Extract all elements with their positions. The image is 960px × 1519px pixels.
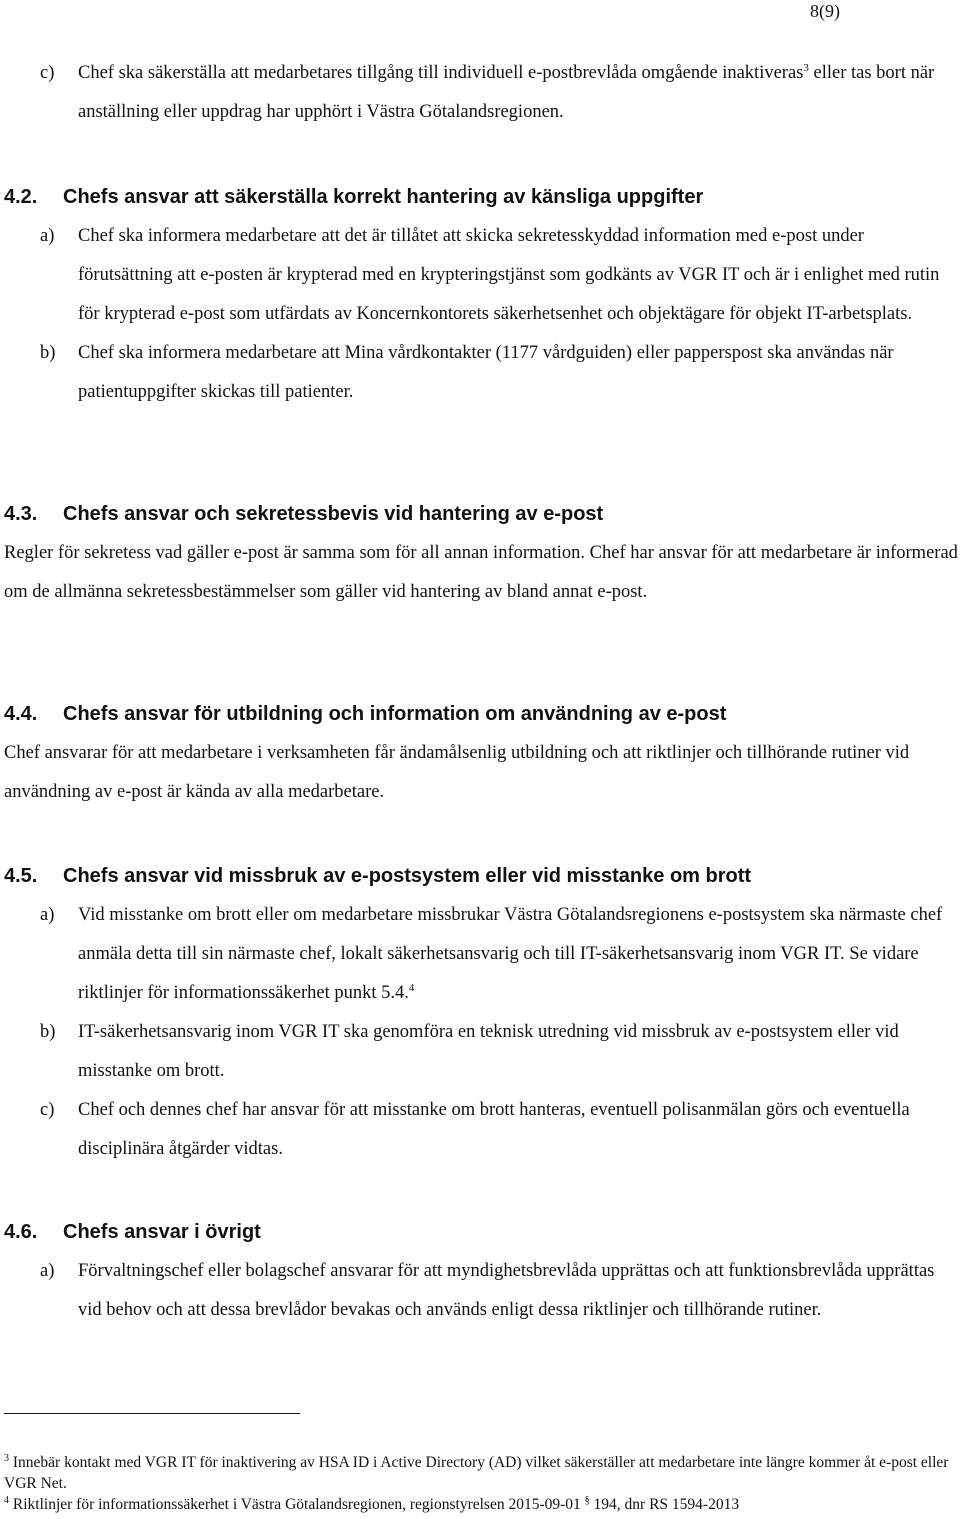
section-title: Chefs ansvar vid missbruk av e-postsystem eller vid misstanke om brott (63, 865, 752, 887)
list-label: a) (40, 1261, 55, 1281)
section-number: 4.6. (4, 1221, 38, 1243)
list-item (4, 1013, 960, 1091)
section-title: Chefs ansvar för utbildning och information om användning av e-post (63, 703, 727, 725)
page-number: 8(9) (810, 1, 840, 21)
section-body: Chef ansvarar för att medarbetare i verksamheten får ändamålsenlig utbildning och att riktlinjer och tillhörande rutiner vid användning av e-post är kända av alla medarbetare. (4, 743, 910, 802)
footnote-number: 3 (4, 1453, 9, 1464)
list-label: b) (40, 1022, 56, 1042)
section-title: Chefs ansvar i övrigt (63, 1221, 261, 1243)
list-text: Chef ska informera medarbetare att det är tillåtet att skicka sekretesskyddad information med e-post under förutsättning att e-posten är krypterad med en krypteringstjänst som godkänts av VGR IT och är i enlighet med rutin för krypterad e-post som utfärdats av Koncernkontorets säkerhetsenhet och objektägare för objekt IT-arbetsplats. (78, 226, 940, 324)
list-item (4, 1091, 960, 1169)
list-text: Förvaltningschef eller bolagschef ansvarar för att myndighetsbrevlåda upprättas och att funktionsbrevlåda upprättas vid behov och att dessa brevlådor bevakas och används enligt dessa riktlinjer och tillhörande rutiner. (78, 1261, 935, 1320)
footnote-3 (4, 1452, 960, 1494)
intro-block (4, 54, 960, 132)
list-text: IT-säkerhetsansvarig inom VGR IT ska genomföra en teknisk utredning vid missbruk av e-postsystem eller vid misstanke om brott. (78, 1022, 899, 1081)
intro-text: Chef ska säkerställa att medarbetares tillgång till individuell e-postbrevlåda omgående inaktiveras (78, 63, 804, 83)
list-text-body: Vid misstanke om brott eller om medarbetare missbrukar Västra Götalandsregionens e-postsystem ska närmaste chef anmäla detta till sin närmaste chef, lokalt säkerhetsansvarig och till IT-säkerhetsansvarig inom VGR IT. Se vidare riktlinjer för informationssäkerhet punkt 5.4. (78, 905, 943, 1003)
section-4-2 (4, 178, 960, 412)
section-sign: § (584, 1495, 590, 1506)
list-label: b) (40, 343, 56, 363)
list-label: c) (40, 63, 55, 83)
list-label: a) (40, 905, 55, 925)
section-title: Chefs ansvar att säkerställa korrekt hantering av känsliga uppgifter (63, 186, 704, 208)
footnote-4 (4, 1494, 960, 1515)
section-number: 4.3. (4, 503, 38, 525)
footnote-text-cont: 194, dnr RS 1594-2013 (589, 1496, 740, 1513)
section-body: Regler för sekretess vad gäller e-post är samma som för all annan information. Chef har ansvar för att medarbetare är informerad om de allmänna sekretessbestämmelser som gäller vid hantering av bland annat e-post. (4, 543, 958, 602)
list-item (4, 334, 960, 412)
list-item (4, 54, 960, 132)
section-heading (4, 857, 960, 896)
section-number: 4.2. (4, 186, 38, 208)
list-text (78, 54, 960, 132)
list-item (4, 217, 960, 334)
list-item (4, 1252, 960, 1330)
footnotes (4, 1452, 960, 1515)
list-item (4, 896, 960, 1013)
list-text (78, 896, 960, 1013)
section-4-3 (4, 495, 960, 612)
list-label: a) (40, 226, 55, 246)
list-label: c) (40, 1100, 55, 1120)
footnote-ref: 3 (803, 62, 809, 74)
section-heading (4, 178, 960, 217)
intro-text-cont: eller tas bort när anställning eller uppdrag har upphört i Västra Götalandsregionen. (78, 63, 935, 122)
list-text: Chef och dennes chef har ansvar för att misstanke om brott hanteras, eventuell polisanmälan görs och eventuella disciplinära åtgärder vidtas. (78, 1100, 910, 1159)
section-4-5 (4, 857, 960, 1169)
section-number: 4.5. (4, 865, 38, 887)
footnote-text: Innebär kontakt med VGR IT för inaktivering av HSA ID i Active Directory (AD) vilket säkerställer att medarbetare inte längre kommer åt e-post eller VGR Net. (4, 1454, 949, 1492)
section-4-4 (4, 695, 960, 812)
footnote-text: Riktlinjer för informationssäkerhet i Västra Götalandsregionen, regionstyrelsen 2015-09-01 (12, 1496, 585, 1513)
section-title: Chefs ansvar och sekretessbevis vid hantering av e-post (63, 503, 604, 525)
section-4-6 (4, 1213, 960, 1330)
section-heading (4, 1213, 960, 1252)
footnote-divider (4, 1413, 300, 1414)
section-number: 4.4. (4, 703, 38, 725)
section-heading (4, 495, 960, 534)
section-heading (4, 695, 960, 734)
list-text: Chef ska informera medarbetare att Mina vårdkontakter (1177 vårdguiden) eller papperspost ska användas när patientuppgifter skickas till patienter. (78, 343, 894, 402)
footnote-number: 4 (4, 1495, 9, 1506)
footnote-ref: 4 (408, 982, 415, 994)
